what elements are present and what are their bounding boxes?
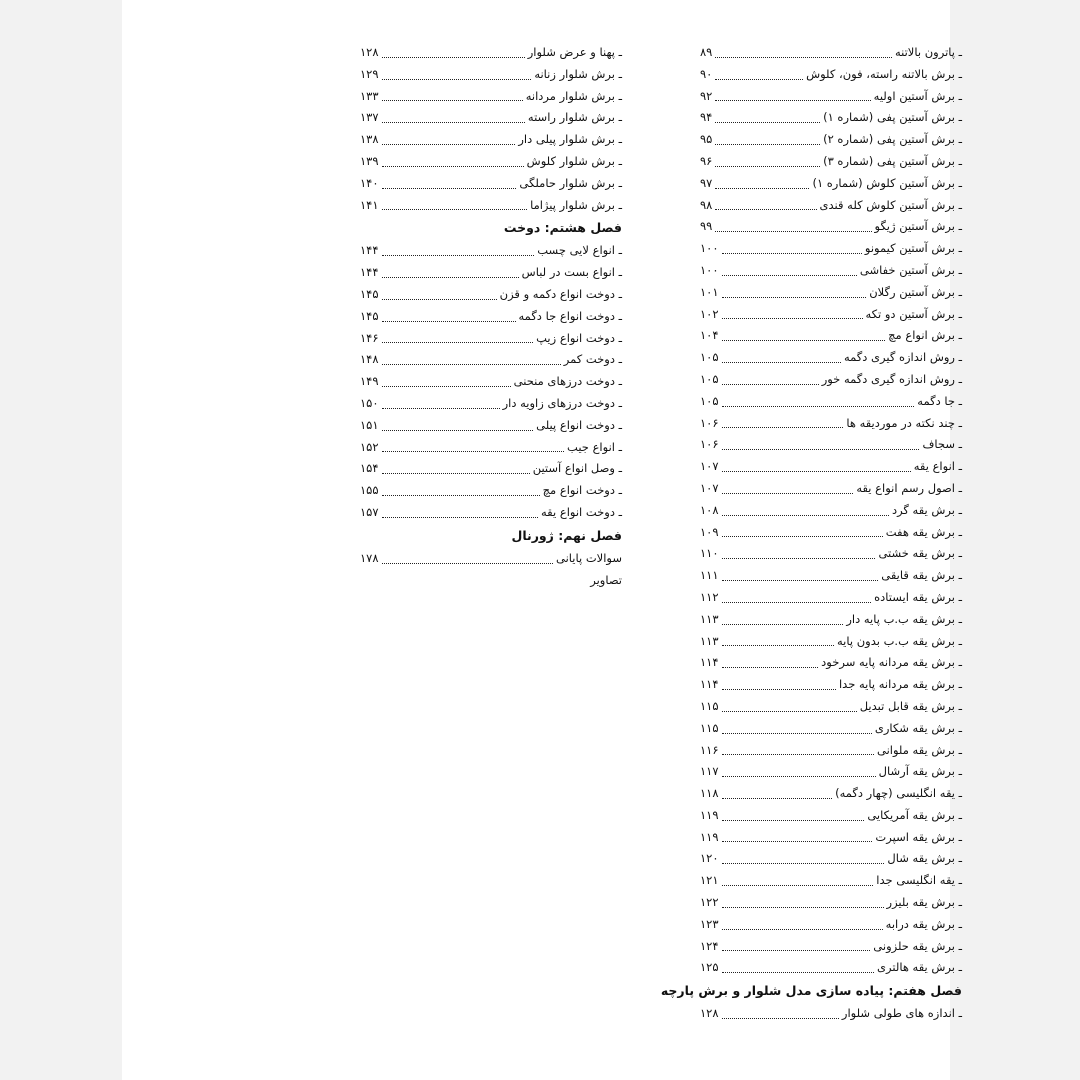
toc-page-number: ۱۴۴	[360, 265, 379, 280]
toc-entry-label: ـ برش یقه مردانه پایه سرخود	[821, 655, 962, 670]
toc-page-number: ۱۱۵	[700, 720, 719, 735]
toc-entry-label: ـ روش اندازه گیری دگمه	[843, 350, 962, 365]
toc-column-right	[580, 42, 962, 1025]
dot-leader	[722, 929, 883, 930]
dot-leader	[715, 209, 816, 210]
toc-page-number: ۱۵۷	[360, 504, 379, 519]
toc-entry-label: ـ انواع لایی چسب	[537, 243, 622, 258]
toc-entry	[360, 173, 622, 195]
toc-entry-label: ـ برش آستین پفی (شماره ۲)	[823, 132, 962, 147]
toc-page-number: ۱۰۵	[700, 393, 719, 408]
dot-leader	[382, 79, 532, 80]
toc-entry-label: ـ انواع یقه	[913, 459, 962, 474]
toc-page-number: ۱۱۷	[700, 764, 719, 779]
toc-entry-label: ـ برش آستین رگلان	[869, 284, 962, 299]
dot-leader	[382, 122, 525, 123]
toc-page-number: ۱۲۸	[360, 45, 379, 59]
toc-page-number: ۱۰۷	[700, 459, 719, 474]
toc-page-number: ۱۰۸	[700, 502, 719, 517]
toc-entry	[360, 393, 622, 415]
toc-page-number: ۱۵۰	[360, 395, 379, 410]
toc-entry-label: ـ برش یقه ب.ب بدون پایه	[836, 633, 962, 648]
toc-entry	[700, 195, 962, 217]
toc-page-number: ۱۱۴	[700, 677, 719, 692]
toc-page-number: ۱۱۳	[700, 633, 719, 648]
dot-leader	[382, 209, 528, 210]
toc-entry-label: سوالات پایانی	[555, 550, 622, 565]
dot-leader	[382, 166, 524, 167]
toc-entry-label: ـ اصول رسم انواع یقه	[856, 480, 962, 495]
toc-entry	[700, 783, 962, 805]
toc-page-number: ۱۴۵	[360, 286, 379, 301]
dot-leader	[722, 406, 915, 407]
toc-entry-label: ـ یقه انگلیسی جدا	[876, 873, 962, 888]
toc-page-number: ۱۴۸	[360, 352, 379, 367]
toc-page-number: ۱۴۹	[360, 374, 379, 389]
toc-entry	[360, 480, 622, 502]
dot-leader	[722, 253, 862, 254]
toc-page-number: ۱۳۸	[360, 132, 379, 147]
toc-page-number: ۱۰۰	[700, 262, 719, 277]
toc-page-number: ۱۵۴	[360, 461, 379, 476]
toc-entry	[700, 434, 962, 456]
dot-leader	[722, 471, 911, 472]
dot-leader	[382, 517, 538, 518]
toc-entry	[360, 502, 622, 524]
dot-leader	[382, 321, 516, 322]
toc-page-number: ۱۱۸	[700, 786, 719, 801]
dot-leader	[382, 255, 535, 256]
toc-entry-label: ـ برش یقه آرشال	[878, 764, 962, 779]
dot-leader	[722, 297, 867, 298]
toc-page-number: ۱۰۶	[700, 415, 719, 430]
dot-leader	[382, 430, 534, 431]
toc-page-number: ۱۲۲	[700, 895, 719, 910]
toc-entry-label: ـ برش یقه ب.ب پایه دار	[846, 611, 962, 626]
dot-leader	[382, 100, 523, 101]
toc-entry	[700, 238, 962, 260]
dot-leader	[382, 408, 500, 409]
dot-leader	[715, 100, 870, 101]
toc-entry-label: ـ برش یقه گرد	[891, 502, 962, 517]
dot-leader	[722, 362, 841, 363]
chapter-heading: فصل نهم: ژورنال	[511, 527, 622, 543]
toc-entry-label: ـ برش آستین دو تکه	[865, 306, 962, 321]
toc-entry-label: ـ برش شلوار کلوش	[526, 153, 622, 168]
toc-entry	[360, 306, 622, 328]
dot-leader	[715, 57, 892, 58]
toc-entry-label: ـ برش شلوار پیلی دار	[518, 132, 622, 147]
toc-page-number: ۱۱۹	[700, 807, 719, 822]
toc-entry-label: ـ برش آستین کلوش کله قندی	[819, 197, 962, 212]
dot-leader	[722, 1018, 839, 1019]
toc-entry	[360, 548, 622, 570]
toc-page-number: ۱۴۰	[360, 175, 379, 190]
toc-entry-label: ـ برش یقه قابل تبدیل	[859, 698, 962, 713]
dot-leader	[382, 277, 519, 278]
dot-leader	[722, 667, 819, 668]
toc-entry	[360, 349, 622, 371]
toc-page-number: ۱۱۳	[700, 611, 719, 626]
toc-entry-label: ـ دوخت درزهای منحنی	[513, 374, 622, 389]
toc-entry	[700, 740, 962, 762]
toc-page-number: ۹۲	[700, 88, 713, 103]
dot-leader	[722, 885, 874, 886]
toc-entry-label: ـ برش یقه هفت	[885, 524, 962, 539]
toc-entry	[700, 391, 962, 413]
toc-entry-label: ـ برش یقه ملوانی	[877, 742, 962, 757]
toc-entry-label: ـ برش یقه حلزونی	[873, 938, 962, 953]
toc-entry	[700, 652, 962, 674]
toc-entry	[700, 870, 962, 892]
toc-entry	[360, 64, 622, 86]
dot-leader	[382, 495, 540, 496]
toc-entry	[700, 805, 962, 827]
toc-page-number: ۹۹	[700, 219, 713, 234]
toc-entry	[700, 848, 962, 870]
toc-entry	[700, 107, 962, 129]
toc-entry	[360, 151, 622, 173]
toc-page-number: ۱۰۰	[700, 241, 719, 256]
toc-page-number: ۱۰۵	[700, 350, 719, 365]
toc-entry	[700, 151, 962, 173]
toc-entry-label: ـ برش آستین کلوش (شماره ۱)	[812, 175, 962, 190]
toc-page-number: ۱۴۵	[360, 308, 379, 323]
toc-entry	[700, 565, 962, 587]
dot-leader	[715, 144, 820, 145]
toc-entry-label: ـ برش آستین پفی (شماره ۳)	[823, 153, 962, 168]
toc-page-number: ۹۷	[700, 175, 713, 190]
toc-entry	[700, 543, 962, 565]
toc-column-left	[240, 42, 622, 591]
dot-leader	[715, 79, 803, 80]
toc-plain-entry: تصاویر	[590, 572, 622, 587]
toc-entry-label: ـ جا دگمه	[917, 393, 962, 408]
dot-leader	[722, 449, 920, 450]
toc-entry	[700, 631, 962, 653]
dot-leader	[715, 231, 871, 232]
toc-entry-label: ـ برش انواع مچ	[888, 328, 962, 343]
toc-entry-label: ـ برش شلوار حاملگی	[519, 175, 622, 190]
toc-page	[122, 0, 962, 1080]
toc-entry	[700, 282, 962, 304]
toc-page-number: ۱۳۳	[360, 88, 379, 103]
toc-entry	[700, 86, 962, 108]
toc-entry-label: ـ یقه انگلیسی (چهار دگمه)	[835, 786, 962, 801]
toc-page-number: ۱۰۷	[700, 480, 719, 495]
toc-entry	[700, 347, 962, 369]
toc-entry	[700, 914, 962, 936]
dot-leader	[722, 776, 876, 777]
toc-entry-label: ـ پهنا و عرض شلوار	[527, 45, 622, 59]
toc-entry-label: ـ برش یقه هالتری	[877, 960, 962, 975]
toc-entry	[360, 195, 622, 217]
toc-page-number: ۱۰۹	[700, 524, 719, 539]
toc-page-number: ۱۰۵	[700, 371, 719, 386]
toc-page-number: ۱۷۸	[360, 550, 379, 565]
toc-page-number: ۱۰۴	[700, 328, 719, 343]
toc-page-number: ۱۴۱	[360, 197, 379, 212]
dot-leader	[722, 515, 889, 516]
toc-entry-label: ـ پاترون بالاتنه	[894, 45, 962, 59]
toc-entry	[700, 500, 962, 522]
toc-page-number: ۱۱۶	[700, 742, 719, 757]
dot-leader	[722, 427, 844, 428]
dot-leader	[722, 754, 874, 755]
toc-entry	[700, 260, 962, 282]
toc-page-number: ۱۲۱	[700, 873, 719, 888]
dot-leader	[722, 384, 819, 385]
toc-page-number: ۱۵۵	[360, 483, 379, 498]
toc-entry	[360, 262, 622, 284]
toc-entry	[360, 240, 622, 262]
toc-page-number: ۱۱۹	[700, 829, 719, 844]
toc-entry	[700, 1003, 962, 1025]
toc-page-number: ۱۵۲	[360, 439, 379, 454]
toc-page-number: ۱۳۹	[360, 153, 379, 168]
dot-leader	[722, 972, 874, 973]
dot-leader	[382, 364, 561, 365]
toc-entry-label: ـ روش اندازه گیری دگمه خور	[821, 371, 962, 386]
toc-entry-label: ـ سجاف	[922, 437, 962, 452]
chapter-heading: فصل هفتم: پیاده سازی مدل شلوار و برش پارچه	[660, 983, 962, 999]
toc-entry-label: ـ دوخت انواع مچ	[542, 483, 622, 498]
toc-page-number: ۹۶	[700, 153, 713, 168]
toc-page-number: ۱۳۷	[360, 110, 379, 125]
toc-page-number: ۱۱۰	[700, 546, 719, 561]
dot-leader	[722, 689, 836, 690]
toc-entry-label: ـ دوخت انواع یقه	[541, 504, 622, 519]
dot-leader	[722, 907, 884, 908]
dot-leader	[715, 166, 820, 167]
toc-page-number: ۱۲۸	[700, 1006, 719, 1021]
toc-entry	[700, 718, 962, 740]
toc-entry-label: ـ دوخت انواع زیپ	[536, 330, 622, 345]
toc-entry	[700, 369, 962, 391]
toc-entry-label: ـ برش شلوار راسته	[527, 110, 622, 125]
dot-leader	[382, 342, 534, 343]
toc-page-number: ۱۱۵	[700, 698, 719, 713]
toc-entry	[700, 522, 962, 544]
toc-page-number: ۹۰	[700, 66, 713, 81]
toc-entry-label: ـ برش آستین ژیگو	[874, 219, 962, 234]
toc-entry-label: ـ برش یقه ایستاده	[874, 589, 962, 604]
dot-leader	[382, 563, 553, 564]
toc-entry	[700, 216, 962, 238]
toc-entry-label: ـ برش یقه شال	[887, 851, 962, 866]
toc-entry-label: ـ دوخت انواع دکمه و قزن	[499, 286, 622, 301]
dot-leader	[722, 318, 863, 319]
dot-leader	[382, 188, 517, 189]
toc-page-number: ۱۲۰	[700, 851, 719, 866]
toc-entry-label: ـ برش یقه اسپرت	[875, 829, 962, 844]
toc-entry-label: ـ انواع بست در لباس	[521, 265, 622, 280]
dot-leader	[715, 122, 820, 123]
toc-entry-label: ـ برش شلوار مردانه	[525, 88, 622, 103]
dot-leader	[722, 841, 873, 842]
dot-leader	[722, 602, 872, 603]
toc-entry	[360, 86, 622, 108]
toc-page-number: ۱۴۶	[360, 330, 379, 345]
toc-entry	[360, 437, 622, 459]
toc-entry-label: ـ برش یقه آمریکایی	[867, 807, 962, 822]
toc-entry	[700, 173, 962, 195]
toc-entry	[700, 64, 962, 86]
dot-leader	[722, 820, 865, 821]
toc-page-number: ۹۴	[700, 110, 713, 125]
toc-page-number: ۹۸	[700, 197, 713, 212]
toc-entry-label: ـ برش آستین اولیه	[873, 88, 962, 103]
toc-entry	[700, 129, 962, 151]
dot-leader	[382, 144, 516, 145]
toc-entry	[700, 304, 962, 326]
dot-leader	[715, 188, 809, 189]
dot-leader	[722, 798, 833, 799]
dot-leader	[722, 340, 886, 341]
toc-entry	[700, 674, 962, 696]
dot-leader	[382, 473, 530, 474]
dot-leader	[722, 493, 854, 494]
toc-entry	[700, 42, 962, 64]
toc-entry-label: ـ برش یقه مردانه پایه جدا	[838, 677, 962, 692]
toc-page-number: ۱۴۴	[360, 243, 379, 258]
toc-entry-label: ـ برش یقه درابه	[885, 916, 962, 931]
toc-entry-label: ـ برش شلوار پیژاما	[530, 197, 622, 212]
toc-page-number: ۱۲۹	[360, 66, 379, 81]
dot-leader	[382, 451, 565, 452]
toc-entry	[360, 371, 622, 393]
toc-entry-label: ـ برش یقه بلیزر	[886, 895, 962, 910]
toc-page-number: ۹۵	[700, 132, 713, 147]
toc-entry-label: ـ انواع جیب	[567, 439, 622, 454]
toc-entry	[700, 761, 962, 783]
toc-entry	[360, 458, 622, 480]
toc-page-number: ۱۱۴	[700, 655, 719, 670]
toc-entry	[700, 892, 962, 914]
toc-entry-label: ـ برش آستین خفاشی	[859, 262, 962, 277]
dot-leader	[722, 711, 857, 712]
toc-page-number: ۱۰۶	[700, 437, 719, 452]
toc-entry-label: ـ برش بالاتنه راسته، فون، کلوش	[806, 66, 962, 81]
toc-entry-label: ـ برش آستین پفی (شماره ۱)	[823, 110, 962, 125]
toc-page-number: ۱۱۲	[700, 589, 719, 604]
dot-leader	[382, 299, 497, 300]
toc-entry-label: ـ اندازه های طولی شلوار	[841, 1006, 962, 1021]
toc-entry-label: ـ برش آستین کیمونو	[864, 241, 962, 256]
toc-entry-label: ـ وصل انواع آستین	[532, 461, 622, 476]
dot-leader	[722, 863, 885, 864]
toc-page-number: ۱۱۱	[700, 568, 719, 583]
toc-entry-label: ـ برش یقه خشتی	[878, 546, 962, 561]
toc-entry	[360, 129, 622, 151]
toc-entry	[700, 609, 962, 631]
toc-page-number: ۱۲۴	[700, 938, 719, 953]
dot-leader	[382, 386, 511, 387]
toc-page-number: ۱۵۱	[360, 417, 379, 432]
chapter-heading: فصل هشتم: دوخت	[503, 220, 622, 236]
toc-entry-label: ـ دوخت درزهای زاویه دار	[502, 395, 622, 410]
toc-entry	[700, 325, 962, 347]
dot-leader	[722, 645, 834, 646]
toc-entry	[700, 413, 962, 435]
toc-entry-label: ـ دوخت انواع پیلی	[536, 417, 622, 432]
dot-leader	[722, 950, 871, 951]
toc-entry	[360, 284, 622, 306]
toc-entry	[700, 827, 962, 849]
toc-entry-label: ـ برش یقه شکاری	[874, 720, 962, 735]
dot-leader	[722, 624, 844, 625]
toc-entry-label: ـ چند نکته در موردیقه ها	[846, 415, 962, 430]
toc-page-number: ۱۰۲	[700, 306, 719, 321]
dot-leader	[382, 57, 525, 58]
toc-entry-label: ـ برش شلوار زنانه	[534, 66, 622, 81]
toc-entry	[360, 328, 622, 350]
toc-entry	[700, 587, 962, 609]
toc-entry	[360, 42, 622, 64]
toc-entry	[700, 478, 962, 500]
dot-leader	[722, 536, 883, 537]
toc-entry-label: ـ دوخت کمر	[563, 352, 622, 367]
toc-page-number: ۱۰۱	[700, 284, 719, 299]
toc-page-number: ۱۲۳	[700, 916, 719, 931]
toc-entry	[360, 107, 622, 129]
toc-entry	[700, 936, 962, 958]
toc-entry	[700, 456, 962, 478]
dot-leader	[722, 580, 879, 581]
toc-entry	[360, 415, 622, 437]
dot-leader	[722, 558, 876, 559]
toc-page-number: ۸۹	[700, 45, 713, 59]
dot-leader	[722, 275, 857, 276]
toc-entry-label: ـ دوخت انواع جا دگمه	[518, 308, 622, 323]
toc-page-number: ۱۲۵	[700, 960, 719, 975]
dot-leader	[722, 733, 872, 734]
toc-entry	[700, 957, 962, 979]
toc-entry	[700, 696, 962, 718]
toc-entry-label: ـ برش یقه قایقی	[881, 568, 962, 583]
